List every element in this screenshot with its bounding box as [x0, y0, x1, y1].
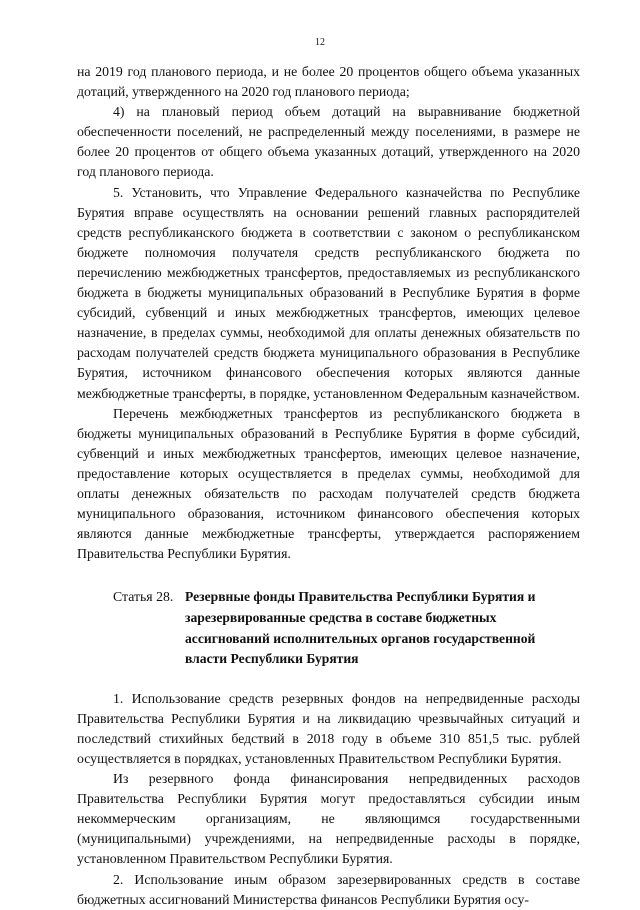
article-heading [77, 587, 580, 669]
article-title: Резервные фонды Правительства Республики Бурятия и зарезервированные средства в составе бюджетных ассигнований исполнительных органов государственной власти Республики Бурятия [185, 589, 536, 667]
paragraph-reserve-subsidies: Из резервного фонда финансирования непредвиденных расходов Правительства Республики Бурятия могут предоставляться субсидии иным некоммерческим организациям, не являющимся государственными (муниципальными) учреждениями, на непредвиденные расходы в порядке, установленном Правительством Республики Бурятия. [77, 771, 580, 867]
paragraph-reserve-2: 2. Использование иным образом зарезервированных средств в составе бюджетных ассигнований Министерства финансов Республики Бурятия осу- [77, 871, 580, 907]
paragraph-transfers-list: Перечень межбюджетных трансфертов из республиканского бюджета в бюджеты муниципальных образований в Республике Бурятия в форме субсидий, субвенций и иных межбюджетных трансфертов, имеющих целевое назначение, предоставление которых осуществляется в пределах суммы, необходимой для оплаты денежных обязательств по расходам получателей средств бюджета муниципального образования, источником финансового обеспечения которых являются данные межбюджетные трансферты, утверждается распоряжением Правительства Республики Бурятия. [77, 405, 580, 562]
paragraph-item-4: 4) на плановый период объем дотаций на выравнивание бюджетной обеспеченности поселений, не распределенный между поселениями, в размере не более 20 процентов от общего объема указанных дотаций, утвержденного на 2020 год планового периода. [77, 104, 580, 180]
document-body [77, 62, 580, 910]
paragraph-item-5: 5. Установить, что Управление Федерального казначейства по Республике Бурятия вправе осуществлять на основании решений главных распорядителей средств республиканского бюджета в соответствии с законом о республиканском бюджете полномочия получателя средств республиканского бюджета по перечислению межбюджетных трансфертов, предоставляемых из республиканского бюджета в бюджеты муниципальных образований в Республике Бурятия в форме субсидий, субвенций и иных межбюджетных трансфертов, имеющих целевое назначение, в пределах суммы, необходимой для оплаты денежных обязательств по расходам получателей средств бюджета муниципального образования в Республике Бурятия, источником финансового обеспечения которых являются данные межбюджетные трансферты, в порядке, установленном Федеральным казначейством. [77, 184, 580, 401]
page-number: 12 [315, 37, 325, 48]
paragraph-continuation: на 2019 год планового периода, и не более 20 процентов общего объема указанных дотаций, утвержденного на 2020 год планового периода; [77, 64, 580, 100]
paragraph-reserve-1: 1. Использование средств резервных фондов на непредвиденные расходы Правительства Республики Бурятия и на ликвидацию чрезвычайных ситуаций и последствий стихийных бедствий в 2018 году в объеме 310 851,5 тыс. рублей осуществляется в порядках, установленных Правительством Республики Бурятия. [77, 690, 580, 766]
article-number: Статья 28. [113, 589, 174, 605]
